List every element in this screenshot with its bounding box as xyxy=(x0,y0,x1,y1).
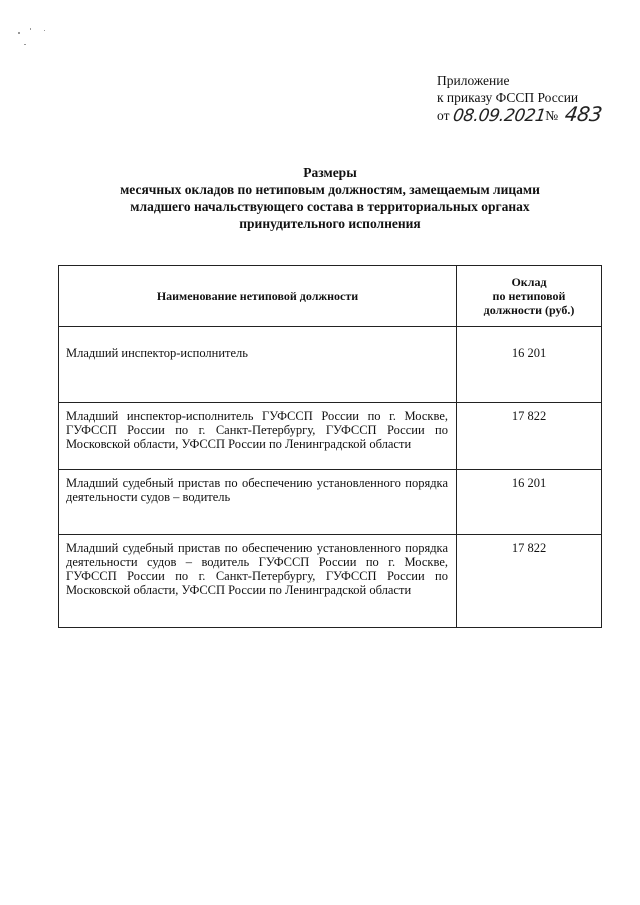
salary-cell: 17 822 xyxy=(457,535,602,628)
position-cell: Младший инспектор-исполнитель xyxy=(59,327,457,403)
scan-speck xyxy=(24,44,26,45)
appendix-label: Приложение xyxy=(437,73,510,88)
table-row xyxy=(59,403,602,470)
table-row xyxy=(59,327,602,403)
order-date-handwritten: 08.09.2021 xyxy=(451,106,547,126)
order-reference: к приказу ФССП России xyxy=(437,90,579,105)
salary-cell: 16 201 xyxy=(457,327,602,403)
salary-header-line: по нетиповой xyxy=(492,289,566,303)
document-title xyxy=(60,164,600,232)
scan-speck xyxy=(18,32,20,34)
salary-cell: 16 201 xyxy=(457,470,602,535)
table-header-row xyxy=(59,266,602,327)
scan-speck xyxy=(44,30,45,31)
title-line-1: Размеры xyxy=(303,165,357,180)
salary-cell: 17 822 xyxy=(457,403,602,470)
position-cell: Младший судебный пристав по обеспечению установленного порядка деятельности судов – водитель ГУФССП России по г. Москве, ГУФССП России по г. Санкт-Петербургу, ГУФССП России по Московской области, УФССП России по Ленинградской области xyxy=(59,535,457,628)
salary-header-line: Оклад xyxy=(511,275,547,289)
salary-header-line: должности (руб.) xyxy=(483,303,575,317)
table-row xyxy=(59,470,602,535)
title-line-2: месячных окладов по нетиповым должностям, замещаемым лицами xyxy=(120,182,540,197)
order-number-handwritten: 483 xyxy=(563,102,604,126)
order-date-line xyxy=(437,102,637,126)
title-line-3: младшего начальствующего состава в территориальных органах xyxy=(130,199,530,214)
position-cell: Младший инспектор-исполнитель ГУФССП России по г. Москве, ГУФССП России по г. Санкт-Петербургу, ГУФССП России по Московской области, УФССП России по Ленинградской области xyxy=(59,403,457,470)
salary-table xyxy=(58,265,602,628)
table-row xyxy=(59,535,602,628)
column-header-position: Наименование нетиповой должности xyxy=(59,266,457,327)
column-header-salary xyxy=(457,266,602,327)
position-cell: Младший судебный пристав по обеспечению установленного порядка деятельности судов – водитель xyxy=(59,470,457,535)
number-prefix: № xyxy=(545,108,559,123)
title-line-4: принудительного исполнения xyxy=(239,216,421,231)
appendix-block xyxy=(437,72,637,125)
date-prefix: от xyxy=(437,108,450,123)
scan-speck xyxy=(30,28,31,30)
